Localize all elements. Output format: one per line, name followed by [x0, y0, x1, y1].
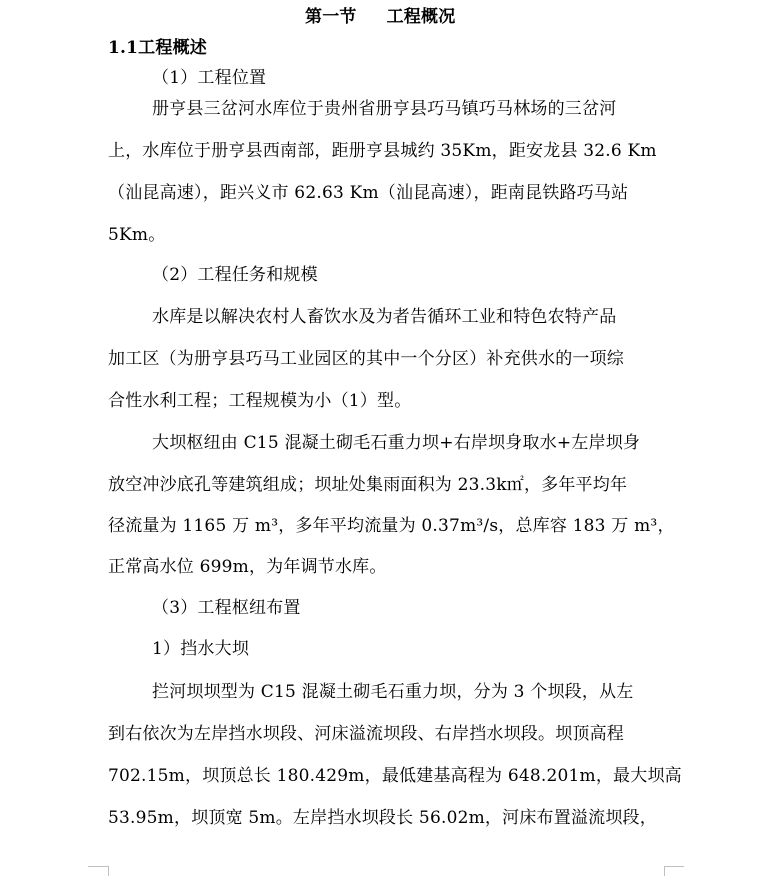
section-title	[305, 7, 455, 27]
crop-mark-right-horizontal	[664, 866, 684, 867]
heading-1-1: 1.1工程概述	[108, 38, 207, 58]
paragraph-line: 径流量为 1165 万 m³，多年平均流量为 0.37m³/s，总库容 183 万 m³，	[108, 516, 675, 536]
paragraph-line: 5Km。	[108, 225, 166, 245]
paragraph-line: 53.95m，坝顶宽 5m。左岸挡水坝段长 56.02m，河床布置溢流坝段，	[108, 808, 657, 828]
paragraph-line: 大坝枢纽由 C15 混凝土砌毛石重力坝+右岸坝身取水+左岸坝身	[152, 433, 641, 453]
paragraph-line: 拦河坝坝型为 C15 混凝土砌毛石重力坝，分为 3 个坝段，从左	[152, 682, 634, 702]
paragraph-line: 正常高水位 699m，为年调节水库。	[108, 557, 387, 577]
section-number: 第一节	[305, 7, 357, 27]
paragraph-line: （汕昆高速），距兴义市 62.63 Km（汕昆高速），距南昆铁路巧马站	[108, 183, 629, 203]
paragraph-line: 到右依次为左岸挡水坝段、河床溢流坝段、右岸挡水坝段。坝顶高程	[108, 724, 624, 744]
paragraph-line: 水库是以解决农村人畜饮水及为者告循环工业和特色农特产品	[152, 307, 617, 327]
crop-mark-left-vertical	[108, 866, 109, 876]
paragraph-line: 册亨县三岔河水库位于贵州省册亨县巧马镇巧马林场的三岔河	[152, 99, 617, 119]
paragraph-line: 加工区（为册亨县巧马工业园区的其中一个分区）补充供水的一项综	[108, 349, 624, 369]
section-name: 工程概况	[386, 7, 456, 27]
paragraph-line: 合性水利工程；工程规模为小（1）型。	[108, 391, 412, 411]
crop-mark-left-horizontal	[88, 866, 108, 867]
layout-heading: （3）工程枢纽布置	[152, 598, 301, 618]
paragraph-line: 上，水库位于册亨县西南部，距册亨县城约 35Km，距安龙县 32.6 Km	[108, 141, 657, 161]
paragraph-line: 702.15m，坝顶总长 180.429m，最低建基高程为 648.201m，最大坝高	[108, 766, 682, 786]
location-heading: （1）工程位置	[152, 68, 267, 88]
task-heading: （2）工程任务和规模	[152, 265, 318, 285]
paragraph-line: 放空冲沙底孔等建筑组成；坝址处集雨面积为 23.3k㎡，多年平均年	[108, 475, 628, 495]
crop-mark-right-vertical	[664, 866, 665, 876]
dam-sub-heading: 1）挡水大坝	[152, 639, 250, 659]
